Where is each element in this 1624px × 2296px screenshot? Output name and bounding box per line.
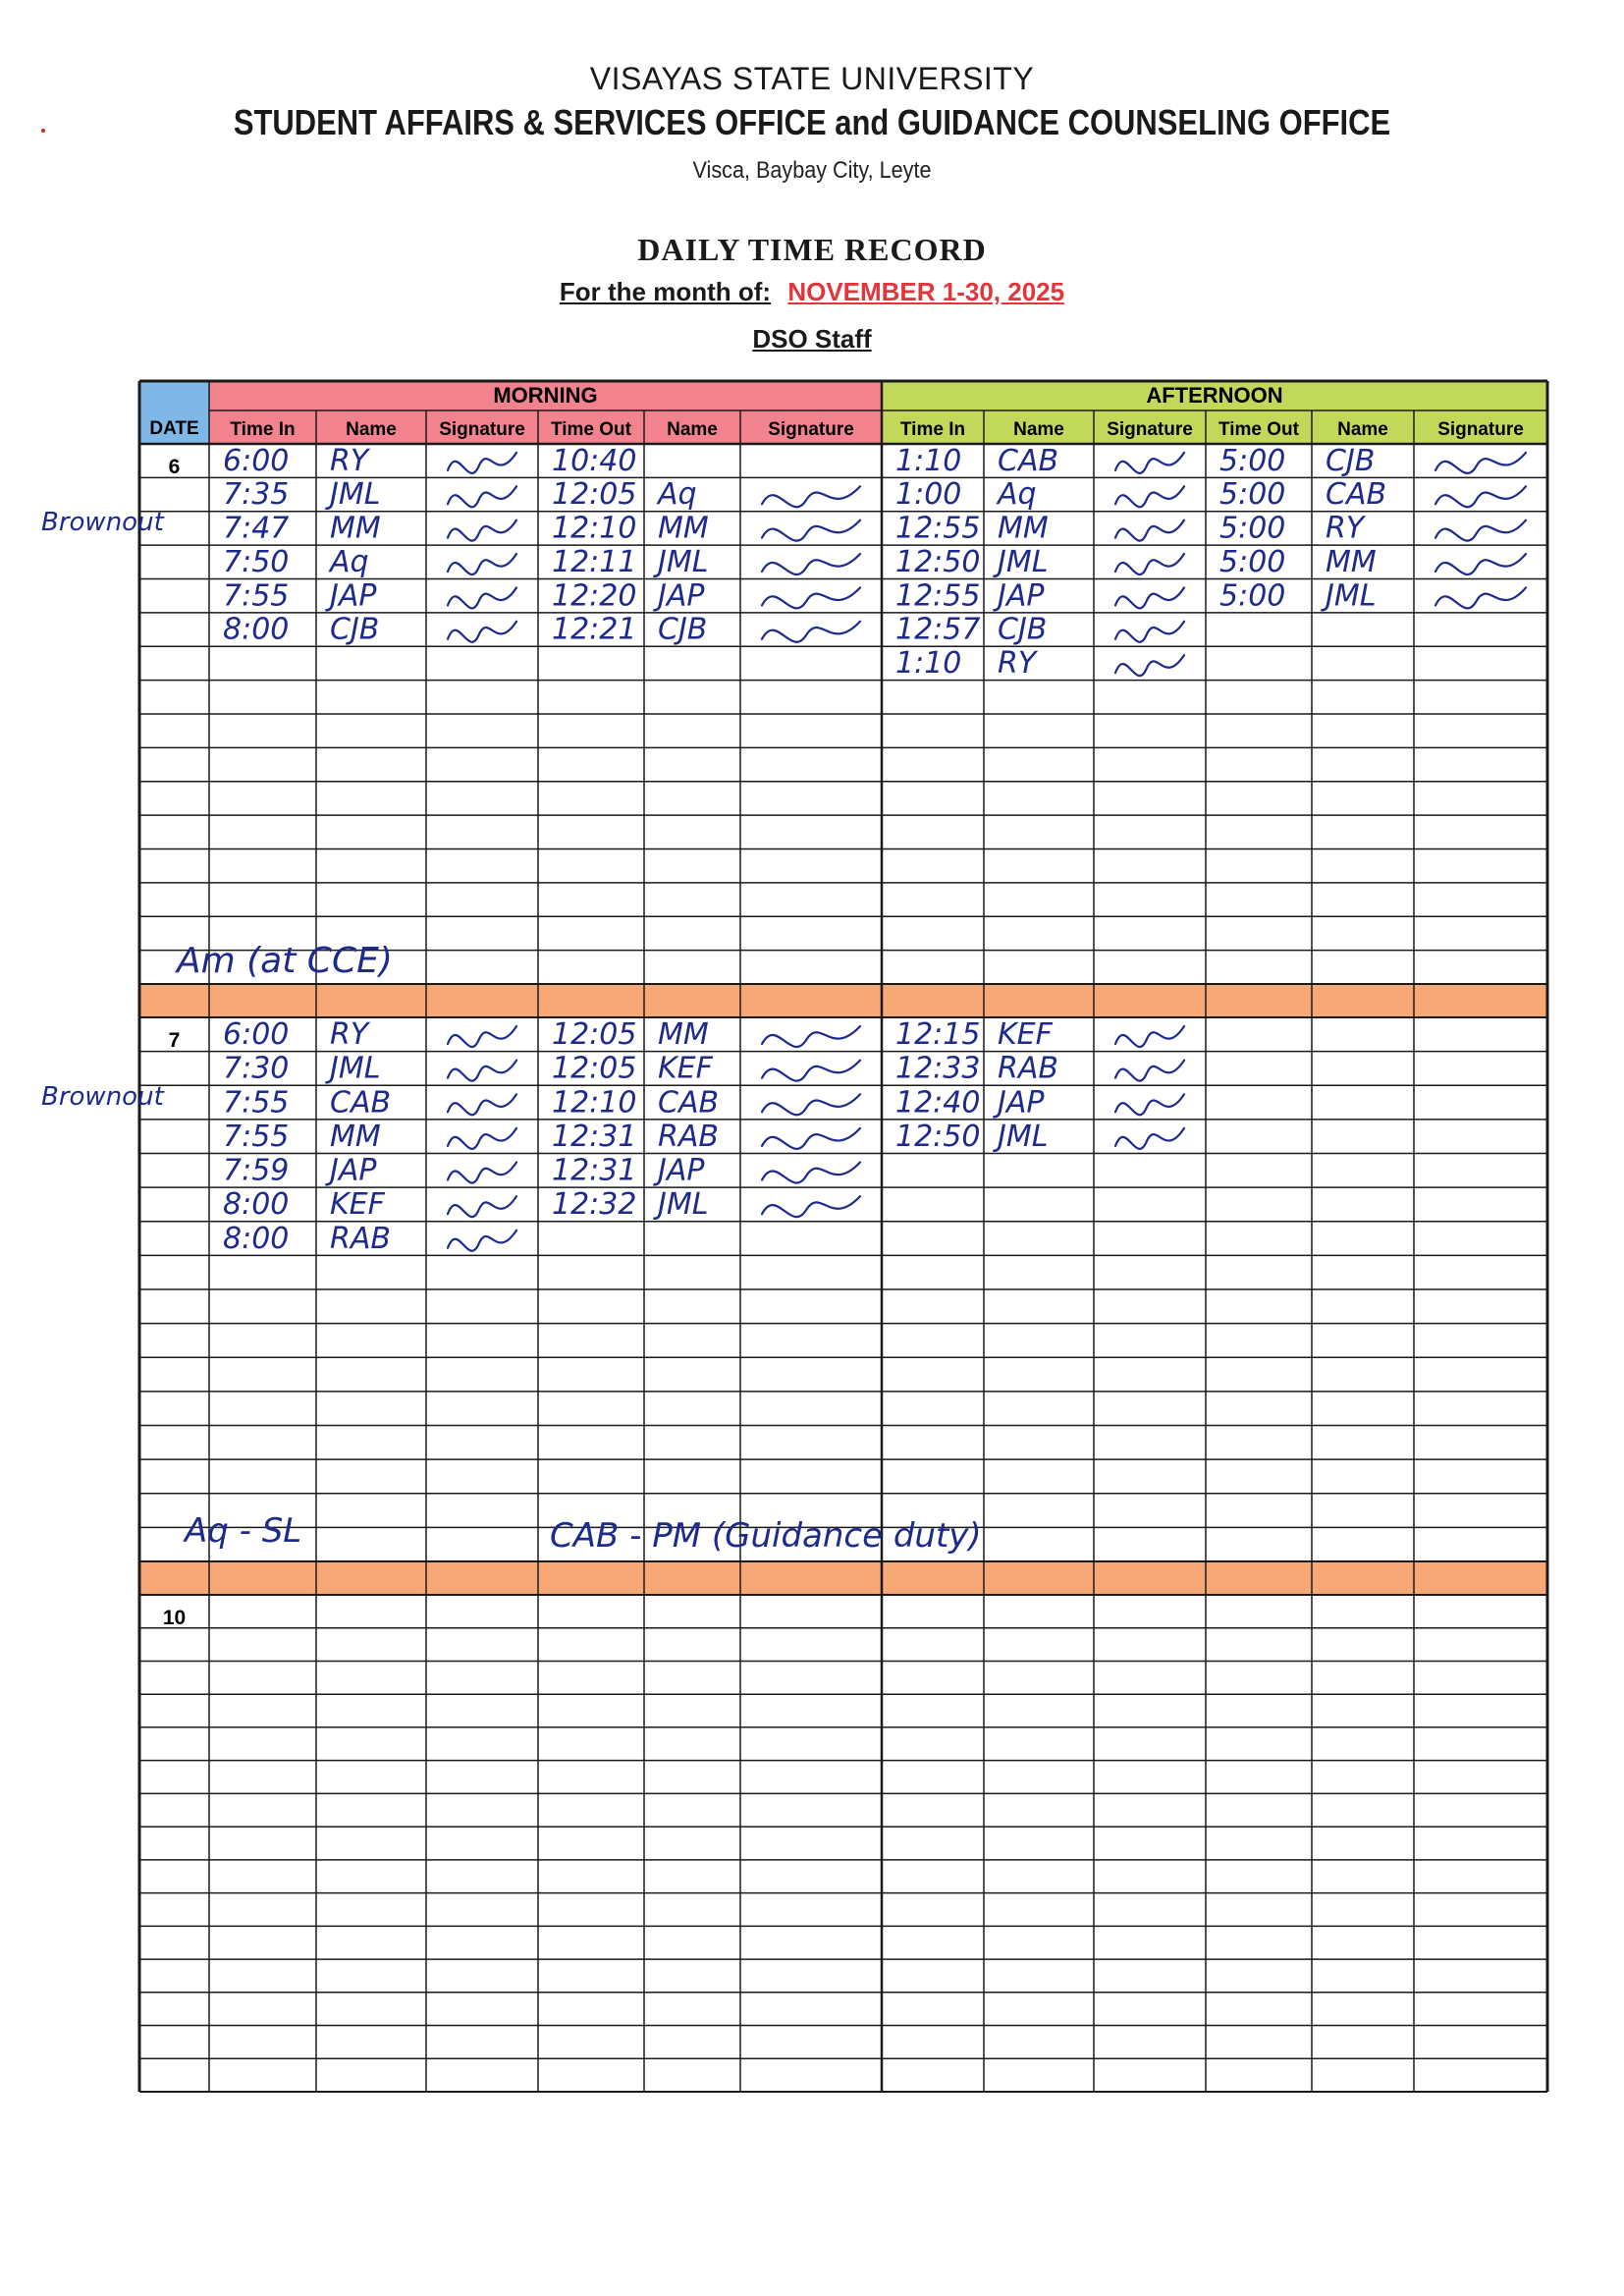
signature-scribble [1435, 453, 1526, 473]
staff-label: DSO Staff [752, 324, 872, 354]
handwritten-entry: JML [998, 1119, 1049, 1154]
signature-scribble [448, 1163, 516, 1183]
handwritten-entry: 7:55 [223, 1085, 290, 1121]
handwritten-entry: 12:40 [895, 1085, 981, 1121]
university-name: VISAYAS STATE UNIVERSITY [589, 61, 1035, 96]
day-separator-bar [139, 1561, 1547, 1595]
handwritten-entry: 8:00 [223, 1221, 290, 1256]
handwritten-entry: CJB [330, 612, 380, 647]
day-remark: Am (at CCE) [177, 941, 393, 981]
handwritten-entry: 1:10 [895, 443, 962, 478]
handwritten-entry: 5:00 [1219, 578, 1286, 614]
column-header: Signature [1437, 419, 1524, 440]
handwritten-entry: 7:59 [223, 1153, 290, 1188]
signature-scribble [1115, 655, 1184, 676]
date-label: 10 [162, 1607, 187, 1629]
signature-scribble [448, 554, 516, 574]
handwritten-entry: Aq [658, 477, 697, 513]
signature-scribble [448, 1061, 516, 1081]
signature-scribble [1115, 1026, 1184, 1047]
handwritten-entry: 7:50 [223, 544, 290, 579]
handwritten-entry: 7:30 [223, 1051, 290, 1086]
side-note: Brownout [41, 1082, 164, 1112]
handwritten-entry: CAB [998, 443, 1059, 478]
signature-scribble [1435, 486, 1526, 507]
signature-scribble [1115, 486, 1184, 507]
handwritten-entry: CJB [1326, 443, 1376, 478]
signature-scribble [1115, 554, 1184, 574]
handwritten-entry: RY [998, 646, 1037, 682]
signature-scribble [762, 486, 860, 507]
signature-scribble [762, 622, 860, 642]
column-header: Name [667, 419, 718, 440]
handwritten-entry: KEF [330, 1187, 385, 1223]
column-header: Time Out [551, 419, 631, 440]
column-header: Name [346, 419, 397, 440]
handwritten-entry: 7:35 [223, 477, 290, 513]
date-label: 6 [168, 456, 181, 478]
handwritten-entry: 12:31 [552, 1119, 637, 1154]
handwritten-entry: 5:00 [1219, 443, 1286, 478]
handwritten-entry: 12:32 [552, 1187, 637, 1223]
handwritten-entry: MM [998, 511, 1049, 546]
handwritten-entry: 12:10 [552, 1085, 637, 1121]
handwritten-entry: 12:05 [552, 477, 637, 513]
handwritten-entry: 12:55 [895, 511, 981, 546]
handwritten-entry: Aq [330, 544, 369, 579]
signature-scribble [1115, 520, 1184, 541]
handwritten-entry: 1:10 [895, 646, 962, 682]
month-label: For the month of: [559, 277, 772, 306]
handwritten-entry: 8:00 [223, 612, 290, 647]
day-separator-bar [139, 984, 1547, 1017]
handwritten-entry: 10:40 [552, 443, 637, 478]
column-header: Name [1013, 419, 1064, 440]
handwritten-entry: RY [330, 443, 369, 478]
column-header: Signature [1107, 419, 1193, 440]
signature-scribble [762, 587, 860, 608]
handwritten-entry: KEF [658, 1051, 713, 1086]
handwritten-entry: JML [658, 544, 709, 579]
handwritten-entry: MM [658, 511, 709, 546]
handwritten-entry: 6:00 [223, 443, 290, 478]
handwritten-entry: 5:00 [1219, 544, 1286, 579]
handwritten-entry: RY [330, 1017, 369, 1053]
handwritten-entry: JML [1326, 578, 1377, 614]
signature-scribble [1115, 453, 1184, 473]
handwritten-entry: JAP [658, 1153, 705, 1188]
column-header: Time In [899, 419, 966, 440]
month-value: NOVEMBER 1-30, 2025 [787, 277, 1065, 306]
handwritten-entry: CAB [330, 1085, 392, 1121]
office-name: STUDENT AFFAIRS & SERVICES OFFICE and GUIDANCE COUNSELING OFFICE [233, 102, 1391, 142]
signature-scribble [448, 1094, 516, 1115]
handwritten-entry: JAP [998, 578, 1045, 614]
signature-scribble [762, 1163, 860, 1183]
handwritten-entry: KEF [998, 1017, 1053, 1053]
handwritten-entry: 6:00 [223, 1017, 290, 1053]
signature-scribble [448, 587, 516, 608]
handwritten-entry: 12:05 [552, 1017, 637, 1053]
handwritten-entry: 7:47 [223, 511, 290, 546]
signature-scribble [762, 1094, 860, 1115]
day-remark-left: Aq - SL [185, 1511, 302, 1551]
signature-scribble [1435, 554, 1526, 574]
handwritten-entry: RY [1326, 511, 1365, 546]
signature-scribble [1435, 587, 1526, 608]
handwritten-entry: 8:00 [223, 1187, 290, 1223]
handwritten-entry: CJB [658, 612, 708, 647]
handwritten-entry: 12:10 [552, 511, 637, 546]
handwritten-entry: JAP [330, 578, 377, 614]
handwritten-entry: RAB [658, 1119, 719, 1154]
column-header: Time Out [1218, 419, 1299, 440]
handwritten-entry: 12:31 [552, 1153, 637, 1188]
handwritten-entry: 12:33 [895, 1051, 981, 1086]
signature-scribble [1115, 1128, 1184, 1149]
handwritten-entry: 12:57 [895, 612, 981, 647]
handwritten-entry: CJB [998, 612, 1048, 647]
signature-scribble [448, 1230, 516, 1251]
signature-scribble [1115, 587, 1184, 608]
handwritten-entry: JAP [330, 1153, 377, 1188]
handwritten-entry: JML [658, 1187, 709, 1223]
day-remark-right: CAB - PM (Guidance duty) [550, 1516, 982, 1556]
handwritten-entry: 5:00 [1219, 477, 1286, 513]
office-address: Visca, Baybay City, Leyte [692, 157, 932, 184]
signature-scribble [762, 554, 860, 574]
handwritten-entry: CAB [1326, 477, 1387, 513]
handwritten-entry: MM [1326, 544, 1377, 579]
signature-scribble [448, 520, 516, 541]
handwritten-entry: 12:50 [895, 1119, 981, 1154]
handwritten-entry: 12:15 [895, 1017, 981, 1053]
morning-header: MORNING [493, 383, 598, 408]
handwritten-entry: CAB [658, 1085, 720, 1121]
signature-scribble [1435, 520, 1526, 541]
signature-scribble [762, 1196, 860, 1217]
signature-scribble [1115, 622, 1184, 642]
document-title: DAILY TIME RECORD [637, 232, 987, 267]
handwritten-entry: JML [330, 477, 381, 513]
handwritten-entry: 12:55 [895, 578, 981, 614]
handwritten-entry: 7:55 [223, 578, 290, 614]
signature-scribble [448, 622, 516, 642]
signature-scribble [448, 1196, 516, 1217]
signature-scribble [448, 1128, 516, 1149]
handwritten-entry: MM [658, 1017, 709, 1053]
signature-scribble [762, 1128, 860, 1149]
handwritten-entry: 1:00 [895, 477, 962, 513]
date-column-header: DATE [149, 418, 199, 439]
column-header: Signature [439, 419, 525, 440]
handwritten-entry: MM [330, 1119, 381, 1154]
handwritten-entry: 12:11 [552, 544, 637, 579]
side-note: Brownout [41, 508, 164, 537]
handwritten-entry: 12:21 [552, 612, 637, 647]
handwritten-entry: RAB [998, 1051, 1058, 1086]
column-header: Name [1337, 419, 1388, 440]
handwritten-entry: 5:00 [1219, 511, 1286, 546]
handwritten-entry: JAP [658, 578, 705, 614]
handwritten-entry: 7:55 [223, 1119, 290, 1154]
signature-scribble [762, 1026, 860, 1047]
column-header: Time In [230, 419, 296, 440]
handwritten-entry: JML [998, 544, 1049, 579]
column-header: Signature [768, 419, 854, 440]
signature-scribble [762, 1061, 860, 1081]
signature-scribble [448, 486, 516, 507]
signature-scribble [762, 520, 860, 541]
handwritten-entry: RAB [330, 1221, 391, 1256]
handwritten-entry: 12:05 [552, 1051, 637, 1086]
handwritten-entry: JML [330, 1051, 381, 1086]
handwritten-entry: MM [330, 511, 381, 546]
handwritten-entry: JAP [998, 1085, 1045, 1121]
handwritten-entry: 12:20 [552, 578, 637, 614]
handwritten-entry: Aq [998, 477, 1037, 513]
signature-scribble [1115, 1061, 1184, 1081]
date-label: 7 [168, 1029, 181, 1052]
afternoon-header: AFTERNOON [1146, 383, 1283, 408]
signature-scribble [1115, 1094, 1184, 1115]
signature-scribble [448, 1026, 516, 1047]
signature-scribble [448, 453, 516, 473]
handwritten-entry: 12:50 [895, 544, 981, 579]
